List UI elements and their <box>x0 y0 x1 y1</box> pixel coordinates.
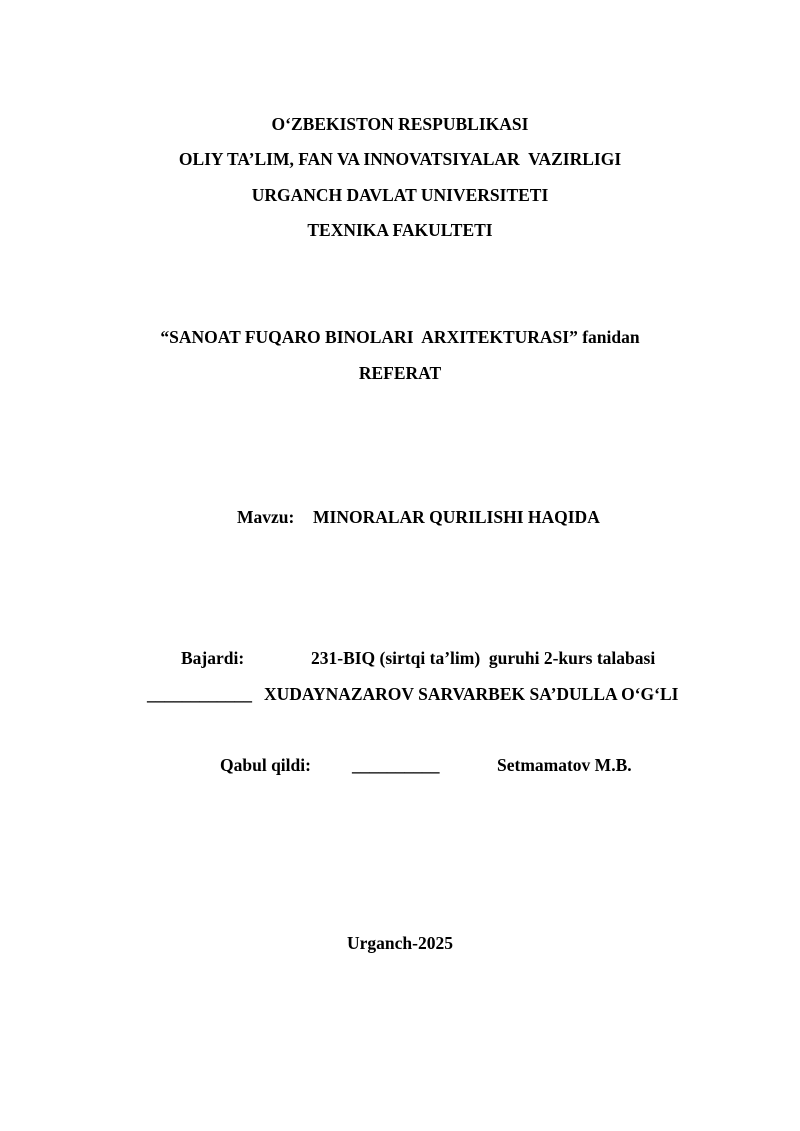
receiver-name: Setmamatov M.B. <box>497 755 632 775</box>
university-name-line: URGANCH DAVLAT UNIVERSITETI <box>251 185 549 205</box>
performer-signature-blank: ____________ <box>147 684 252 704</box>
document-type-heading: REFERAT <box>358 363 442 383</box>
topic-value: MINORALAR QURILISHI HAQIDA <box>313 507 600 527</box>
faculty-name-line: TEXNIKA FAKULTETI <box>307 220 493 240</box>
place-year-footer: Urganch-2025 <box>347 933 453 953</box>
topic-label: Mavzu: <box>237 507 295 527</box>
performer-group: 231-BIQ (sirtqi ta’lim) guruhi 2-kurs talabasi <box>311 648 656 668</box>
receiver-signature-blank: __________ <box>352 755 440 775</box>
course-title-line: “SANOAT FUQARO BINOLARI ARXITEKTURASI” fanidan <box>160 327 640 347</box>
ministry-name-line: OLIY TA’LIM, FAN VA INNOVATSIYALAR VAZIRLIGI <box>178 149 622 169</box>
receiver-label: Qabul qildi: <box>220 755 311 775</box>
performer-name: XUDAYNAZAROV SARVARBEK SA’DULLA O‘G‘LI <box>264 684 679 704</box>
ministry-country-line: O‘ZBEKISTON RESPUBLIKASI <box>271 114 529 134</box>
performer-label: Bajardi: <box>181 648 245 668</box>
